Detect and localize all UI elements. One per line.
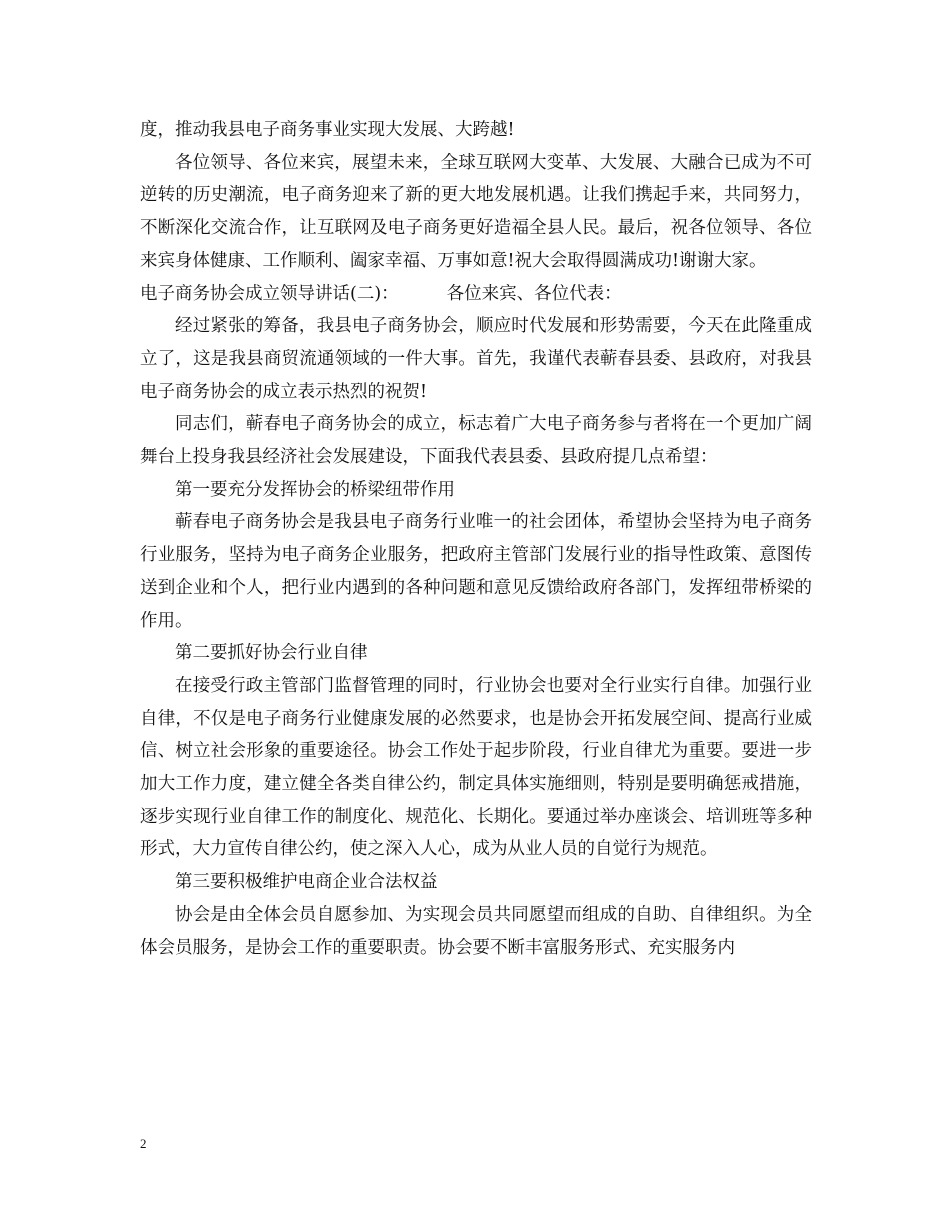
section-heading-line xyxy=(140,278,812,311)
point-heading-3: 第三要积极维护电商企业合法权益 xyxy=(175,872,438,893)
paragraph-6: 在接受行政主管部门监督管理的同时，行业协会也要对全行业实行自律。加强行业自律，不仅是电子商务行业健康发展的必然要求，也是协会开拓发展空间、提高行业威信、树立社会形象的重要途径。协会工作处于起步阶段，行业自律尤为重要。要进一步加大工作力度，建立健全各类自律公约，制定具体实施细则，特别是要明确惩戒措施，逐步实现行业自律工作的制度化、规范化、长期化。要通过举办座谈会、培训班等多种形式，大力宣传自律公约，使之深入人心，成为从业人员的自觉行为规范。 xyxy=(140,675,812,860)
page-number: 2 xyxy=(140,1136,147,1151)
paragraph-7: 协会是由全体会员自愿参加、为实现会员共同愿望而组成的自助、自律组织。为全体会员服务，是协会工作的重要职责。协会要不断丰富服务形式、充实服务内 xyxy=(140,904,812,958)
paragraph-1: 度，推动我县电子商务事业实现大发展、大跨越! xyxy=(140,120,515,140)
section-heading: 电子商务协会成立领导讲话(二)： xyxy=(140,283,399,304)
paragraph-5: 蕲春电子商务协会是我县电子商务行业唯一的社会团体，希望协会坚持为电子商务行业服务，坚持为电子商务企业服务，把政府主管部门发展行业的指导性政策、意图传送到企业和个人，把行业内遇到的各种问题和意见反馈给政府各部门，发挥纽带桥梁的作用。 xyxy=(140,512,812,631)
point-heading-2: 第二要抓好协会行业自律 xyxy=(175,643,368,664)
point-heading-1: 第一要充分发挥协会的桥梁纽带作用 xyxy=(175,479,455,500)
paragraph-2: 各位领导、各位来宾，展望未来，全球互联网大变革、大发展、大融合已成为不可逆转的历史潮流，电子商务迎来了新的更大地发展机遇。让我们携起手来，共同努力，不断深化交流合作，让互联网及电子商务更好造福全县人民。最后，祝各位领导、各位来宾身体健康、工作顺利、阖家幸福、万事如意!祝大会取得圆满成功!谢谢大家。 xyxy=(140,152,812,271)
section-greeting: 各位来宾、各位代表： xyxy=(446,283,622,304)
document-body xyxy=(140,114,812,964)
paragraph-4: 同志们，蕲春电子商务协会的成立，标志着广大电子商务参与者将在一个更加广阔舞台上投身我县经济社会发展建设，下面我代表县委、县政府提几点希望： xyxy=(140,414,812,468)
paragraph-3: 经过紧张的筹备，我县电子商务协会，顺应时代发展和形势需要，今天在此隆重成立了，这是我县商贸流通领域的一件大事。首先，我谨代表蕲春县委、县政府，对我县电子商务协会的成立表示热烈的祝贺! xyxy=(140,316,812,402)
